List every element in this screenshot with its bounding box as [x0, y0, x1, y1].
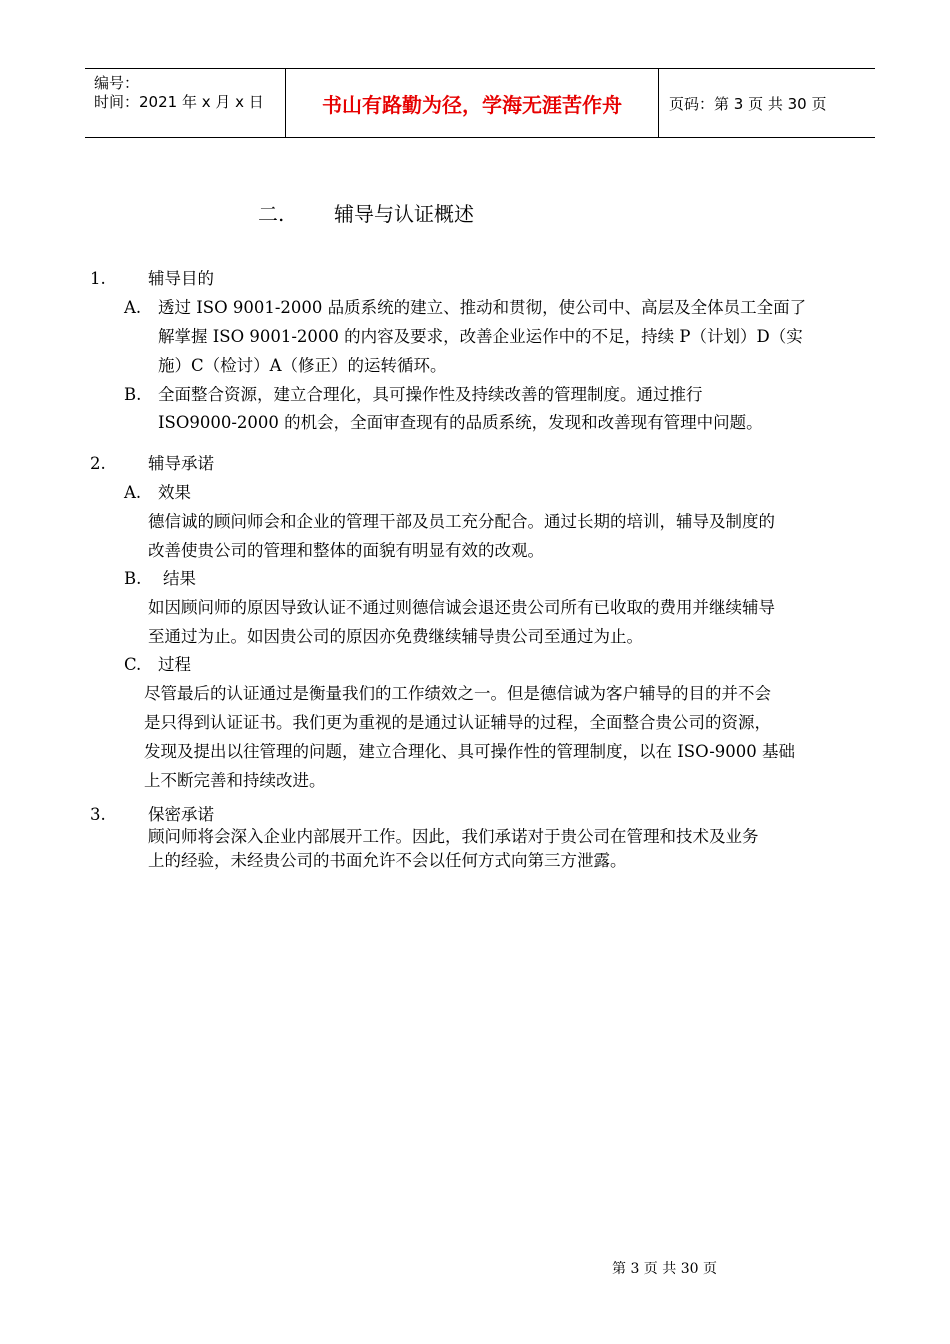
header-motto-cell: [286, 69, 659, 137]
section-1-a-line: 解掌握 ISO 9001-2000 的内容及要求，改善企业运作中的不足，持续 P（计划）D（实: [158, 327, 803, 346]
section-2-a-letter: A.: [124, 483, 142, 502]
section-1-a-letter: A.: [124, 298, 142, 317]
section-2-c-line: 是只得到认证证书。我们更为重视的是通过认证辅导的过程，全面整合贵公司的资源，: [144, 713, 771, 732]
section-2-b-title: 结果: [163, 569, 196, 588]
section-1-b-letter: B.: [124, 385, 142, 404]
section-1-b-line: 全面整合资源，建立合理化，具可操作性及持续改善的管理制度。通过推行: [158, 385, 703, 404]
section-3-line: 上的经验，未经贵公司的书面允许不会以任何方式向第三方泄露。: [148, 851, 627, 870]
section-2-a-line: 改善使贵公司的管理和整体的面貌有明显有效的改观。: [148, 541, 544, 560]
motto: 书山有路勤为径，学海无涯苦作舟: [322, 93, 622, 117]
section-3-number: 3.: [90, 805, 106, 824]
title-number: 二.: [258, 202, 285, 226]
section-2-c-title: 过程: [158, 655, 191, 674]
section-1-a-line: 施）C（检讨）A（修正）的运转循环。: [158, 356, 447, 375]
section-1-b-line: ISO9000-2000 的机会，全面审查现有的品质系统，发现和改善现有管理中问题。: [158, 413, 763, 432]
time-label: 时间：2021 年 x 月 x 日: [94, 93, 264, 111]
page-footer: 第 3 页 共 30 页: [612, 1261, 717, 1277]
section-2-number: 2.: [90, 454, 106, 473]
section-1-heading: 辅导目的: [148, 269, 214, 288]
section-2-c-line: 发现及提出以往管理的问题，建立合理化、具可操作性的管理制度，以在 ISO-9000 基础: [144, 742, 796, 761]
section-2-b-line: 至通过为止。如因贵公司的原因亦免费继续辅导贵公司至通过为止。: [148, 627, 643, 646]
page-code: 页码：第 3 页 共 30 页: [669, 95, 827, 113]
header-page-cell: [659, 69, 875, 137]
section-2-heading: 辅导承诺: [148, 454, 214, 473]
number-label: 编号：: [94, 74, 140, 92]
section-1-number: 1.: [90, 269, 106, 288]
section-2-b-letter: B.: [124, 569, 142, 588]
section-2-c-line: 上不断完善和持续改进。: [144, 771, 326, 790]
page-title: 辅导与认证概述: [334, 202, 474, 226]
section-3-line: 顾问师将会深入企业内部展开工作。因此，我们承诺对于贵公司在管理和技术及业务: [148, 827, 759, 846]
section-3-heading: 保密承诺: [148, 805, 214, 824]
header-info-cell: [85, 69, 286, 137]
section-2-c-letter: C.: [124, 655, 142, 674]
page-header: [85, 68, 875, 138]
section-2-b-line: 如因顾问师的原因导致认证不通过则德信诚会退还贵公司所有已收取的费用并继续辅导: [148, 598, 775, 617]
section-2-c-line: 尽管最后的认证通过是衡量我们的工作绩效之一。但是德信诚为客户辅导的目的并不会: [144, 684, 771, 703]
section-2-a-line: 德信诚的顾问师会和企业的管理干部及员工充分配合。通过长期的培训，辅导及制度的: [148, 512, 775, 531]
section-2-a-title: 效果: [158, 483, 191, 502]
section-1-a-line: 透过 ISO 9001-2000 品质系统的建立、推动和贯彻，使公司中、高层及全体员工全面了: [158, 298, 807, 317]
